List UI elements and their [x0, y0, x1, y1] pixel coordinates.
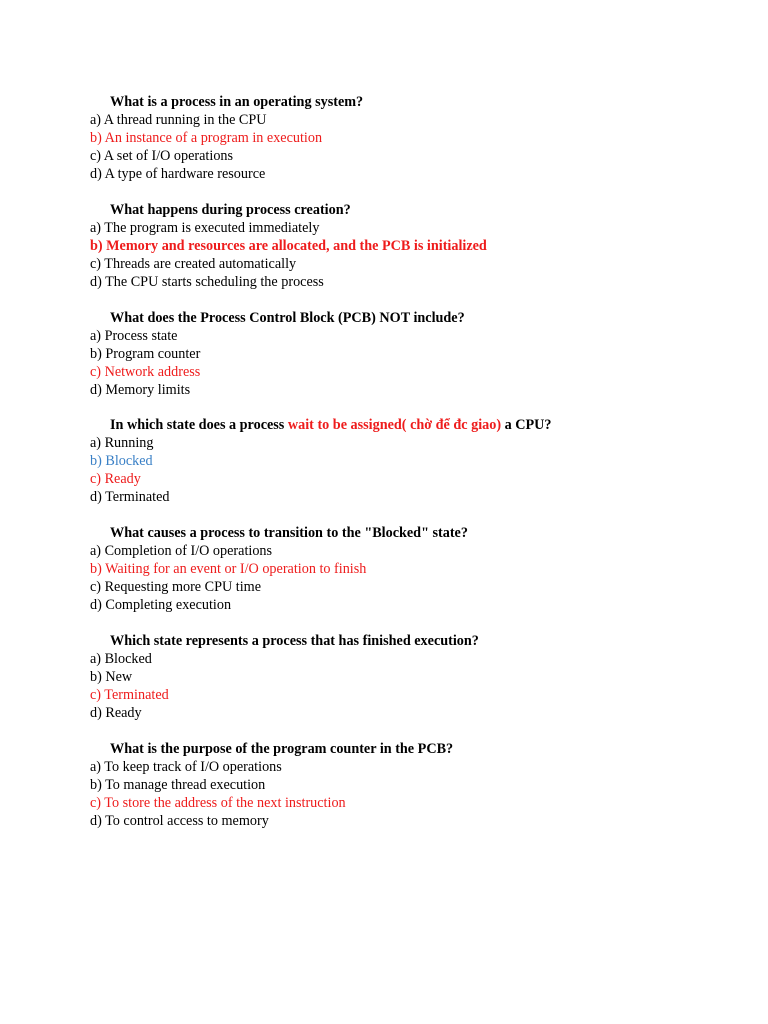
answer-option: d) Terminated: [90, 489, 170, 506]
question-block: [90, 740, 730, 830]
answer-option-highlighted: b) Waiting for an event or I/O operation to finish: [90, 561, 367, 578]
answer-option: a) To keep track of I/O operations: [90, 758, 282, 775]
answer-option: d) The CPU starts scheduling the process: [90, 273, 324, 290]
question-text-part: In which state does a process: [110, 417, 288, 434]
answer-option: a) Running: [90, 435, 154, 452]
answer-option: c) A set of I/O operations: [90, 148, 234, 164]
question-block: [90, 309, 730, 399]
answer-option: b) To manage thread execution: [90, 776, 266, 793]
answer-option-highlighted: b) Memory and resources are allocated, and the PCB is initialized: [90, 237, 487, 254]
question-text: What happens during process creation?: [110, 201, 351, 218]
answer-option-highlighted: c) To store the address of the next instruction: [90, 794, 346, 811]
quiz-document: [90, 93, 730, 848]
question-text: Which state represents a process that has finished execution?: [110, 632, 479, 649]
answer-option: a) A thread running in the CPU: [90, 112, 267, 128]
question-text: What causes a process to transition to the "Blocked" state?: [110, 525, 468, 542]
question-text: [90, 416, 730, 434]
question-text: What is the purpose of the program counter in the PCB?: [110, 740, 454, 757]
question-text-part: a CPU?: [501, 417, 552, 434]
answer-option: a) Blocked: [90, 650, 152, 667]
question-block: [90, 416, 730, 506]
question-text: What is a process in an operating system?: [110, 94, 364, 110]
question-block: [90, 524, 730, 614]
answer-option: a) Process state: [90, 327, 178, 344]
answer-option-marked: b) Blocked: [90, 453, 153, 470]
answer-option: d) A type of hardware resource: [90, 166, 266, 182]
question-block: [90, 93, 730, 183]
answer-option: d) Completing execution: [90, 597, 232, 614]
answer-option-highlighted: c) Network address: [90, 363, 201, 380]
answer-option: d) Memory limits: [90, 381, 191, 398]
question-block: [90, 201, 730, 291]
answer-option-highlighted: c) Ready: [90, 471, 141, 488]
answer-option: c) Requesting more CPU time: [90, 579, 262, 596]
answer-option: d) To control access to memory: [90, 812, 269, 829]
answer-option: a) Completion of I/O operations: [90, 543, 273, 560]
answer-option-highlighted: c) Terminated: [90, 686, 169, 703]
question-text: What does the Process Control Block (PCB) NOT include?: [110, 309, 465, 326]
question-highlight-text: wait to be assigned( chờ để đc giao): [287, 417, 502, 434]
answer-option: b) New: [90, 668, 133, 685]
question-block: [90, 632, 730, 722]
answer-option: b) Program counter: [90, 345, 201, 362]
answer-option: c) Threads are created automatically: [90, 255, 297, 272]
answer-option: d) Ready: [90, 704, 142, 721]
answer-option-highlighted: b) An instance of a program in execution: [90, 130, 323, 146]
answer-option: a) The program is executed immediately: [90, 219, 320, 236]
